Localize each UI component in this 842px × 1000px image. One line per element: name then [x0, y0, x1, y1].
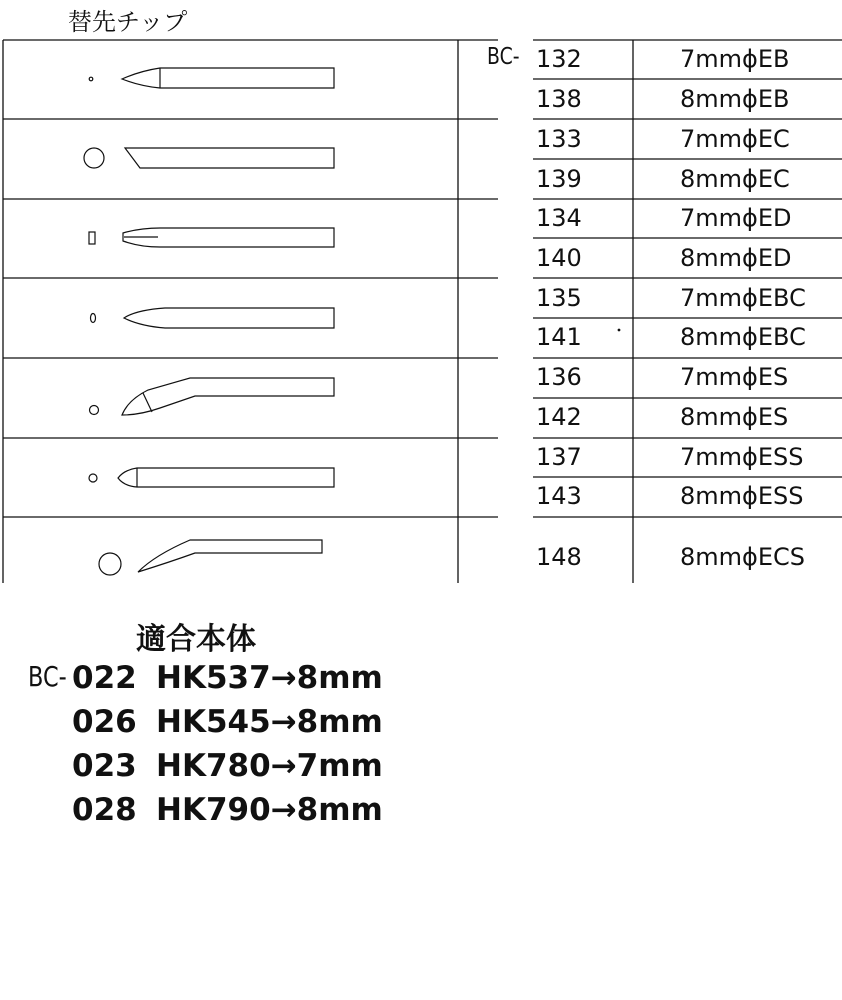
tip-spec: 7mmϕES	[680, 363, 789, 391]
tip-illustration-chisel	[84, 148, 334, 168]
tip-spec: 8mmϕES	[680, 403, 789, 431]
tip-spec: 8mmϕEBC	[680, 323, 806, 351]
tip-number-140: 140	[536, 244, 582, 272]
tip-number-143: 143	[536, 482, 582, 510]
tip-spec: 8mmϕEC	[680, 165, 790, 193]
tip-number-135: 135	[536, 284, 582, 312]
tip-number-136: 136	[536, 363, 582, 391]
compatible-model: HK537→8mm	[156, 660, 383, 696]
bc-prefix: BC-	[487, 44, 520, 70]
compatible-number: 028	[72, 792, 137, 828]
compatible-heading: 適合本体	[136, 622, 256, 657]
compatible-number: 023	[72, 748, 137, 784]
compatible-number: 022	[72, 660, 137, 696]
tip-spec: 7mmϕEBC	[680, 284, 806, 312]
tip-spec: 8mmϕEB	[680, 85, 790, 113]
tip-number-132: 132	[536, 45, 582, 73]
tip-number-138: 138	[536, 85, 582, 113]
compatible-model: HK790→8mm	[156, 792, 383, 828]
tip-number-141: 141	[536, 323, 582, 351]
tip-spec: 8mmϕED	[680, 244, 792, 272]
compatible-number: 026	[72, 704, 137, 740]
tip-number-134: 134	[536, 204, 582, 232]
tip-illustration-bent	[90, 378, 335, 415]
tip-illustration-long-cone	[89, 468, 334, 487]
tip-illustration-bent-chisel	[99, 540, 322, 575]
compatible-model: HK545→8mm	[156, 704, 383, 740]
tip-number-133: 133	[536, 125, 582, 153]
tip-spec: 7mmϕEB	[680, 45, 790, 73]
tip-number-142: 142	[536, 403, 582, 431]
tip-illustration-screwdriver	[89, 228, 334, 247]
tip-spec: 8mmϕECS	[680, 543, 806, 571]
tip-spec: 7mmϕEC	[680, 125, 790, 153]
tip-number-137: 137	[536, 443, 582, 471]
tip-illustration-bevel	[91, 308, 335, 328]
compatible-model: HK780→7mm	[156, 748, 383, 784]
tip-illustration-cone	[89, 68, 334, 88]
tip-spec: 7mmϕED	[680, 204, 792, 232]
tip-spec: 7mmϕESS	[680, 443, 804, 471]
page-title: 替先チップ	[68, 8, 188, 36]
tip-number-148: 148	[536, 543, 582, 571]
tip-number-139: 139	[536, 165, 582, 193]
tip-spec: 8mmϕESS	[680, 482, 804, 510]
compatible-bc-prefix: BC-	[28, 660, 67, 693]
